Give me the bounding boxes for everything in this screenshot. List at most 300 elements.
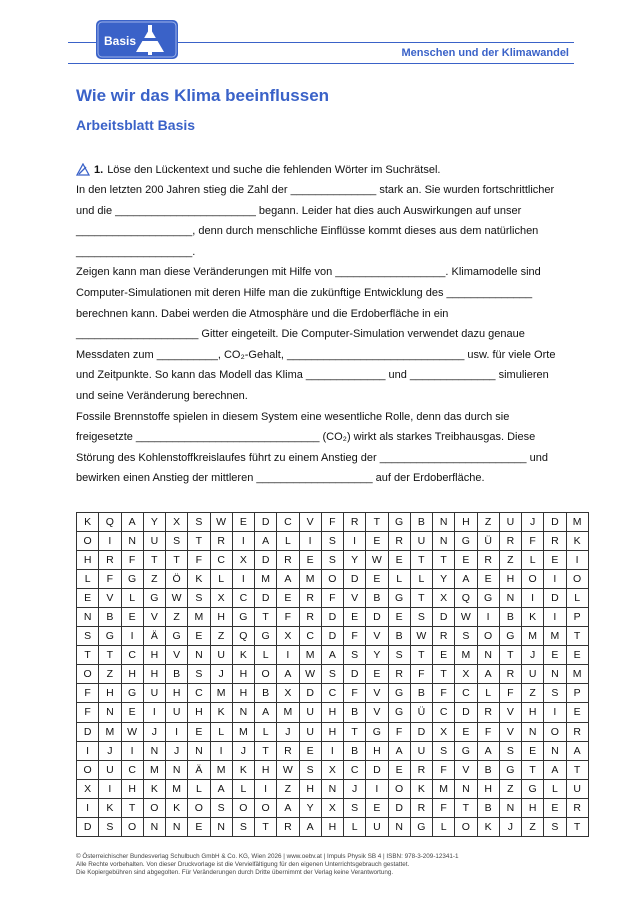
grid-cell: B — [344, 741, 366, 760]
grid-cell: L — [210, 722, 232, 741]
grid-cell: U — [299, 703, 321, 722]
grid-cell: N — [544, 665, 566, 684]
grid-cell: O — [232, 798, 254, 817]
grid-cell: L — [388, 570, 410, 589]
grid-cell: V — [299, 513, 321, 532]
grid-cell: X — [77, 779, 99, 798]
cloze-paragraph-1: In den letzten 200 Jahren stieg die Zahl der ______________ stark an. Sie wurden fortschrittlicher und die _______________________ begann. Leider hat dies auch Auswirkungen auf unser ___________________, denn durch menschliche Einflüsse kommt dieses aus dem natürlichen ___________________. — [76, 184, 555, 258]
grid-cell: N — [121, 532, 143, 551]
grid-cell: U — [522, 665, 544, 684]
grid-cell: E — [188, 817, 210, 836]
grid-cell: S — [188, 589, 210, 608]
grid-cell: K — [210, 703, 232, 722]
grid-cell: U — [210, 646, 232, 665]
grid-cell: E — [388, 760, 410, 779]
grid-cell: E — [277, 589, 299, 608]
grid-cell: N — [77, 608, 99, 627]
grid-cell: H — [321, 817, 343, 836]
grid-cell: X — [321, 760, 343, 779]
grid-cell: L — [121, 589, 143, 608]
grid-cell: A — [255, 703, 277, 722]
grid-cell: H — [121, 779, 143, 798]
grid-cell: I — [544, 608, 566, 627]
grid-cell: E — [388, 551, 410, 570]
grid-cell: S — [299, 760, 321, 779]
grid-cell: M — [99, 722, 121, 741]
cloze-paragraph-2: Zeigen kann man diese Veränderungen mit Hilfe von __________________. Klimamodelle sind Computer-Simulationen mit deren Hilfe man die zukünftige Entwicklung des ______________ berechnen kann. Dabei werden die Atmosphäre und die Erdoberfläche in ein ____________________ Gitter eingeteilt. Die Computer-Simulation verwendet dazu genaue Messdaten zum __________, CO₂-Gehalt, _____________________________ usw. für viele Orte und Zeitpunkte. So kann das Modell das Klima _____________ und ______________ simulieren und seine Veränderung berechnen. — [76, 266, 556, 402]
grid-cell: K — [477, 817, 499, 836]
grid-cell: R — [566, 722, 588, 741]
grid-cell: S — [499, 741, 521, 760]
grid-cell: N — [210, 817, 232, 836]
grid-cell: M — [232, 722, 254, 741]
grid-cell: E — [544, 646, 566, 665]
grid-cell: Ä — [143, 627, 165, 646]
grid-cell: N — [433, 532, 455, 551]
grid-cell: O — [255, 665, 277, 684]
grid-cell: Z — [477, 513, 499, 532]
grid-cell: F — [433, 798, 455, 817]
grid-cell: N — [433, 513, 455, 532]
grid-cell: O — [77, 532, 99, 551]
grid-cell: M — [255, 570, 277, 589]
grid-cell: S — [344, 646, 366, 665]
grid-cell: E — [522, 741, 544, 760]
grid-cell: F — [188, 551, 210, 570]
grid-cell: H — [121, 665, 143, 684]
grid-cell: R — [210, 532, 232, 551]
grid-cell: H — [321, 722, 343, 741]
grid-cell: S — [321, 665, 343, 684]
grid-cell: B — [255, 684, 277, 703]
grid-cell: M — [210, 760, 232, 779]
grid-cell: W — [166, 589, 188, 608]
grid-cell: B — [166, 665, 188, 684]
grid-cell: D — [388, 798, 410, 817]
grid-cell: R — [499, 665, 521, 684]
grid-cell: H — [299, 779, 321, 798]
grid-cell: V — [366, 627, 388, 646]
grid-cell: F — [522, 532, 544, 551]
grid-cell: X — [433, 589, 455, 608]
grid-cell: B — [477, 760, 499, 779]
grid-cell: F — [277, 608, 299, 627]
grid-cell: E — [366, 798, 388, 817]
pencil-triangle-icon — [76, 163, 90, 176]
grid-cell: L — [477, 684, 499, 703]
grid-cell: B — [410, 513, 432, 532]
grid-cell: I — [321, 741, 343, 760]
grid-cell: E — [455, 551, 477, 570]
grid-cell: T — [566, 817, 588, 836]
grid-cell: C — [321, 684, 343, 703]
grid-row — [77, 703, 589, 722]
grid-cell: S — [388, 646, 410, 665]
grid-cell: T — [566, 760, 588, 779]
grid-cell: E — [388, 608, 410, 627]
grid-row — [77, 532, 589, 551]
grid-cell: T — [410, 589, 432, 608]
grid-cell: S — [232, 817, 254, 836]
grid-cell: C — [121, 760, 143, 779]
grid-cell: X — [455, 665, 477, 684]
grid-cell: V — [499, 722, 521, 741]
grid-cell: F — [477, 722, 499, 741]
grid-cell: R — [410, 798, 432, 817]
grid-cell: N — [522, 722, 544, 741]
grid-cell: T — [566, 627, 588, 646]
grid-cell: F — [344, 684, 366, 703]
grid-cell: F — [433, 760, 455, 779]
grid-cell: V — [99, 589, 121, 608]
grid-cell: D — [544, 589, 566, 608]
grid-cell: G — [232, 608, 254, 627]
grid-cell: H — [232, 665, 254, 684]
grid-cell: X — [433, 722, 455, 741]
grid-cell: Y — [433, 570, 455, 589]
grid-row — [77, 570, 589, 589]
grid-cell: C — [188, 684, 210, 703]
grid-cell: D — [366, 760, 388, 779]
grid-cell: H — [210, 608, 232, 627]
grid-cell: W — [410, 627, 432, 646]
grid-cell: D — [77, 817, 99, 836]
grid-cell: P — [566, 608, 588, 627]
grid-cell: M — [210, 684, 232, 703]
grid-cell: E — [188, 722, 210, 741]
grid-cell: N — [188, 646, 210, 665]
grid-cell: G — [410, 817, 432, 836]
grid-cell: V — [344, 589, 366, 608]
grid-cell: J — [99, 741, 121, 760]
grid-cell: G — [388, 684, 410, 703]
grid-cell: V — [366, 684, 388, 703]
task-text: Löse den Lückentext und suche die fehlenden Wörter im Suchrätsel. — [107, 163, 441, 176]
grid-cell: O — [544, 722, 566, 741]
grid-cell: K — [143, 779, 165, 798]
basis-logo — [96, 20, 178, 59]
grid-cell: E — [566, 703, 588, 722]
grid-row — [77, 779, 589, 798]
grid-cell: N — [455, 779, 477, 798]
grid-cell: S — [410, 608, 432, 627]
grid-cell: W — [366, 551, 388, 570]
grid-cell: S — [188, 665, 210, 684]
grid-cell: J — [522, 646, 544, 665]
grid-cell: S — [433, 741, 455, 760]
grid-cell: A — [455, 570, 477, 589]
grid-cell: N — [499, 589, 521, 608]
grid-cell: N — [99, 703, 121, 722]
grid-cell: Z — [99, 665, 121, 684]
grid-cell: C — [299, 627, 321, 646]
grid-cell: B — [344, 703, 366, 722]
grid-cell: I — [166, 722, 188, 741]
header-bottom-rule — [68, 63, 574, 64]
grid-cell: O — [566, 570, 588, 589]
grid-cell: K — [410, 779, 432, 798]
grid-cell: K — [232, 646, 254, 665]
grid-cell: A — [544, 760, 566, 779]
grid-cell: N — [477, 646, 499, 665]
grid-row — [77, 589, 589, 608]
grid-cell: E — [544, 798, 566, 817]
grid-cell: E — [188, 627, 210, 646]
grid-cell: H — [321, 703, 343, 722]
grid-cell: T — [166, 551, 188, 570]
grid-cell: H — [143, 665, 165, 684]
grid-cell: G — [143, 589, 165, 608]
grid-cell: D — [344, 570, 366, 589]
grid-cell: L — [566, 589, 588, 608]
grid-cell: E — [77, 589, 99, 608]
grid-cell: P — [566, 684, 588, 703]
grid-cell: M — [166, 779, 188, 798]
grid-cell: H — [77, 551, 99, 570]
grid-cell: F — [77, 684, 99, 703]
grid-cell: F — [344, 627, 366, 646]
grid-cell: B — [410, 684, 432, 703]
grid-cell: T — [255, 741, 277, 760]
grid-row — [77, 817, 589, 836]
grid-cell: R — [277, 551, 299, 570]
grid-cell: M — [188, 608, 210, 627]
grid-cell: A — [477, 741, 499, 760]
grid-cell: B — [366, 589, 388, 608]
grid-cell: J — [344, 779, 366, 798]
grid-cell: S — [210, 798, 232, 817]
grid-cell: A — [121, 513, 143, 532]
grid-cell: Ä — [188, 760, 210, 779]
grid-cell: O — [388, 779, 410, 798]
grid-cell: E — [232, 513, 254, 532]
grid-cell: L — [277, 532, 299, 551]
grid-cell: D — [299, 684, 321, 703]
grid-cell: Q — [232, 627, 254, 646]
grid-cell: W — [299, 665, 321, 684]
grid-cell: Y — [299, 798, 321, 817]
grid-cell: T — [410, 551, 432, 570]
grid-cell: A — [210, 779, 232, 798]
grid-cell: T — [522, 760, 544, 779]
grid-cell: G — [255, 627, 277, 646]
grid-cell: S — [188, 513, 210, 532]
grid-cell: E — [544, 551, 566, 570]
grid-cell: K — [77, 513, 99, 532]
grid-cell: D — [77, 722, 99, 741]
grid-cell: D — [255, 551, 277, 570]
grid-cell: A — [255, 532, 277, 551]
grid-cell: R — [410, 760, 432, 779]
grid-cell: E — [477, 570, 499, 589]
grid-cell: A — [477, 665, 499, 684]
grid-cell: W — [455, 608, 477, 627]
grid-cell: L — [255, 646, 277, 665]
grid-cell: Z — [143, 570, 165, 589]
grid-cell: J — [522, 513, 544, 532]
grid-cell: A — [277, 570, 299, 589]
grid-cell: O — [121, 817, 143, 836]
grid-cell: S — [77, 627, 99, 646]
grid-cell: I — [232, 532, 254, 551]
grid-cell: J — [143, 722, 165, 741]
grid-cell: N — [321, 779, 343, 798]
grid-cell: X — [232, 551, 254, 570]
grid-cell: C — [433, 703, 455, 722]
grid-cell: C — [121, 646, 143, 665]
grid-cell: M — [299, 570, 321, 589]
grid-cell: K — [99, 798, 121, 817]
grid-cell: N — [143, 817, 165, 836]
cloze-text — [76, 180, 568, 489]
grid-cell: L — [410, 570, 432, 589]
grid-cell: A — [566, 741, 588, 760]
grid-cell: F — [410, 665, 432, 684]
grid-cell: X — [321, 798, 343, 817]
grid-cell: V — [455, 760, 477, 779]
grid-cell: K — [566, 532, 588, 551]
grid-cell: G — [499, 627, 521, 646]
grid-cell: Ü — [410, 703, 432, 722]
grid-cell: W — [277, 760, 299, 779]
grid-cell: U — [410, 532, 432, 551]
grid-cell: R — [477, 703, 499, 722]
grid-cell: E — [566, 646, 588, 665]
grid-cell: M — [455, 646, 477, 665]
grid-cell: M — [566, 665, 588, 684]
grid-cell: D — [455, 703, 477, 722]
grid-cell: G — [499, 760, 521, 779]
grid-cell: J — [232, 741, 254, 760]
grid-cell: I — [544, 570, 566, 589]
grid-cell: A — [277, 665, 299, 684]
grid-row — [77, 551, 589, 570]
grid-cell: F — [321, 513, 343, 532]
grid-cell: F — [433, 684, 455, 703]
grid-cell: J — [166, 741, 188, 760]
grid-cell: O — [255, 798, 277, 817]
grid-row — [77, 627, 589, 646]
grid-cell: S — [544, 817, 566, 836]
grid-cell: G — [121, 570, 143, 589]
grid-cell: D — [410, 722, 432, 741]
grid-cell: H — [455, 513, 477, 532]
grid-cell: N — [232, 703, 254, 722]
grid-cell: E — [299, 741, 321, 760]
grid-cell: C — [277, 513, 299, 532]
grid-cell: H — [188, 703, 210, 722]
grid-cell: S — [544, 684, 566, 703]
grid-row — [77, 741, 589, 760]
grid-row — [77, 665, 589, 684]
grid-cell: R — [388, 532, 410, 551]
grid-cell: M — [544, 627, 566, 646]
grid-cell: M — [299, 646, 321, 665]
grid-cell: R — [433, 627, 455, 646]
grid-cell: E — [121, 703, 143, 722]
grid-cell: C — [210, 551, 232, 570]
grid-cell: N — [499, 798, 521, 817]
grid-cell: D — [255, 589, 277, 608]
grid-cell: N — [166, 817, 188, 836]
grid-cell: M — [277, 703, 299, 722]
grid-cell: I — [77, 741, 99, 760]
grid-cell: H — [477, 779, 499, 798]
grid-cell: I — [277, 646, 299, 665]
grid-cell: Z — [522, 817, 544, 836]
grid-cell: R — [499, 532, 521, 551]
grid-cell: M — [566, 513, 588, 532]
grid-cell: S — [321, 532, 343, 551]
grid-cell: H — [232, 684, 254, 703]
grid-cell: T — [99, 646, 121, 665]
grid-cell: Y — [366, 646, 388, 665]
grid-cell: Z — [499, 779, 521, 798]
grid-cell: O — [143, 798, 165, 817]
grid-cell: B — [477, 798, 499, 817]
grid-cell: R — [477, 551, 499, 570]
grid-cell: U — [166, 703, 188, 722]
grid-cell: Z — [499, 551, 521, 570]
grid-cell: T — [255, 817, 277, 836]
word-search-grid — [76, 512, 589, 837]
grid-cell: I — [566, 551, 588, 570]
grid-cell: T — [410, 646, 432, 665]
grid-cell: J — [277, 722, 299, 741]
grid-cell: K — [188, 570, 210, 589]
grid-cell: T — [433, 665, 455, 684]
grid-cell: L — [232, 779, 254, 798]
grid-cell: K — [232, 760, 254, 779]
page-title: Wie wir das Klima beeinflussen — [76, 86, 330, 105]
grid-cell: R — [388, 665, 410, 684]
grid-cell: Z — [166, 608, 188, 627]
grid-cell: S — [344, 798, 366, 817]
grid-cell: D — [366, 608, 388, 627]
grid-row — [77, 646, 589, 665]
grid-cell: M — [433, 779, 455, 798]
grid-cell: T — [499, 646, 521, 665]
grid-cell: D — [544, 513, 566, 532]
grid-cell: I — [99, 532, 121, 551]
grid-cell: F — [121, 551, 143, 570]
grid-cell: G — [388, 513, 410, 532]
grid-cell: B — [499, 608, 521, 627]
grid-cell: H — [522, 703, 544, 722]
grid-cell: O — [321, 570, 343, 589]
grid-cell: I — [522, 589, 544, 608]
grid-cell: V — [166, 646, 188, 665]
grid-cell: R — [566, 798, 588, 817]
footer-line-1: © Österreichischer Bundesverlag Schulbuch GmbH & Co. KG, Wien 2026 | www.oebv.at | Impuls Physik SB 4 | ISBN: 978-3-209-12341-1 — [76, 853, 459, 860]
grid-cell: S — [321, 551, 343, 570]
grid-cell: C — [455, 684, 477, 703]
grid-cell: E — [366, 532, 388, 551]
grid-cell: I — [99, 779, 121, 798]
grid-cell: K — [166, 798, 188, 817]
grid-cell: I — [366, 779, 388, 798]
page-subtitle: Arbeitsblatt Basis — [76, 117, 196, 133]
grid-cell: V — [143, 608, 165, 627]
grid-cell: I — [477, 608, 499, 627]
grid-cell: I — [544, 703, 566, 722]
task-instruction — [76, 163, 440, 176]
grid-cell: I — [121, 741, 143, 760]
grid-cell: M — [143, 760, 165, 779]
footer-line-2: Alle Rechte vorbehalten. Von dieser Druckvorlage ist die Vervielfältigung für den eigenen Unterrichtsgebrauch gestattet. — [76, 861, 410, 868]
grid-cell: E — [366, 570, 388, 589]
footer — [76, 853, 459, 877]
